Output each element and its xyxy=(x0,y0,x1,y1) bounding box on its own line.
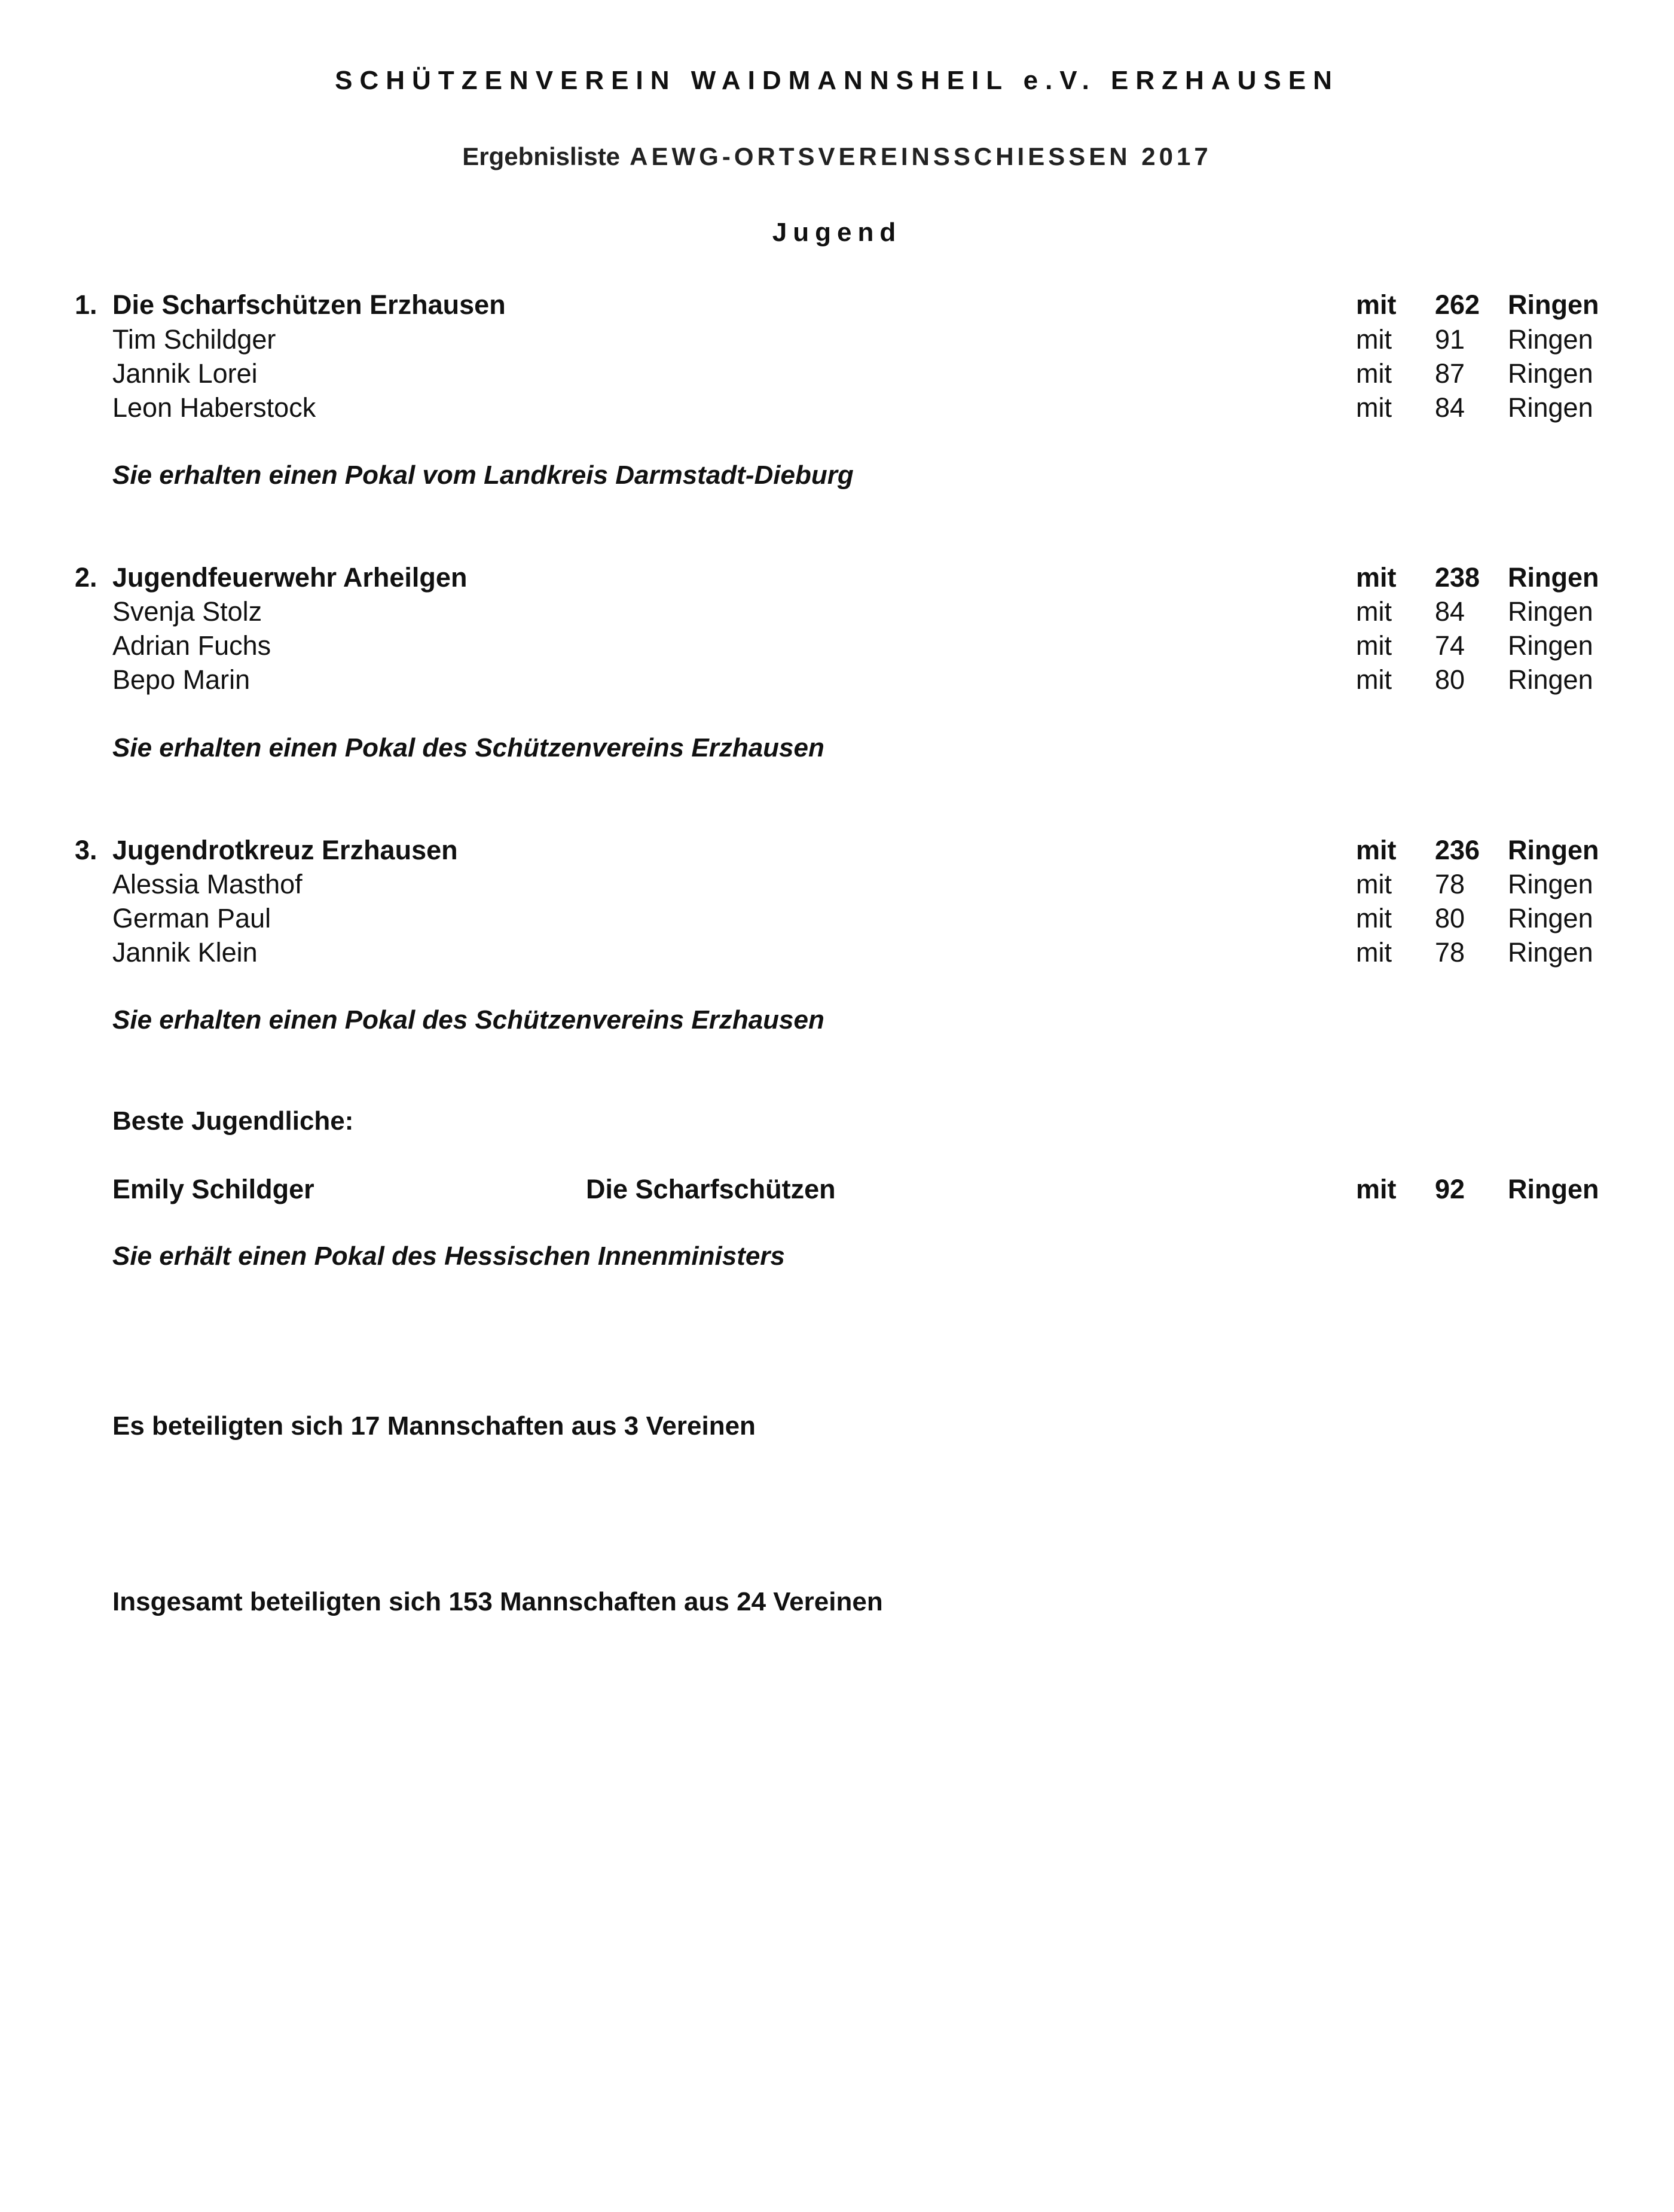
document-title: SCHÜTZENVEREIN WAIDMANNSHEIL e.V. ERZHAUSEN xyxy=(335,66,1339,95)
document-subtitle xyxy=(0,142,1674,171)
member-points: 84 xyxy=(1435,392,1465,423)
team-unit: Ringen xyxy=(1508,562,1599,593)
member-unit: Ringen xyxy=(1508,358,1593,389)
member-name: Tim Schildger xyxy=(112,324,276,355)
member-points: 78 xyxy=(1435,869,1465,899)
member-name: Jannik Lorei xyxy=(112,358,258,389)
total-summary: Insgesamt beteiligten sich 153 Mannschaften aus 24 Vereinen xyxy=(112,1587,883,1616)
member-unit: Ringen xyxy=(1508,937,1593,968)
member-unit: Ringen xyxy=(1508,903,1593,933)
member-mit: mit xyxy=(1356,596,1392,627)
member-mit: mit xyxy=(1356,392,1392,423)
subtitle-event: AEWG-ORTSVEREINSSCHIESSEN 2017 xyxy=(630,142,1212,170)
team-unit: Ringen xyxy=(1508,289,1599,320)
member-mit: mit xyxy=(1356,324,1392,355)
member-mit: mit xyxy=(1356,358,1392,389)
member-unit: Ringen xyxy=(1508,630,1593,661)
best-unit: Ringen xyxy=(1508,1174,1599,1204)
member-unit: Ringen xyxy=(1508,869,1593,899)
member-mit: mit xyxy=(1356,869,1392,899)
team-mit: mit xyxy=(1356,289,1397,320)
member-name: Alessia Masthof xyxy=(112,869,303,899)
member-points: 84 xyxy=(1435,596,1465,627)
member-name: Adrian Fuchs xyxy=(112,630,271,661)
team-points: 262 xyxy=(1435,289,1480,320)
member-name: German Paul xyxy=(112,903,271,933)
member-unit: Ringen xyxy=(1508,664,1593,695)
team-rank: 1. xyxy=(75,289,97,320)
team-name: Die Scharfschützen Erzhausen xyxy=(112,289,506,320)
best-team: Die Scharfschützen xyxy=(586,1174,836,1204)
team-rank: 2. xyxy=(75,562,97,593)
team-unit: Ringen xyxy=(1508,835,1599,865)
team-points: 236 xyxy=(1435,835,1480,865)
member-name: Svenja Stolz xyxy=(112,596,262,627)
team-mit: mit xyxy=(1356,835,1397,865)
participants-summary: Es beteiligten sich 17 Mannschaften aus 3 Vereinen xyxy=(112,1411,756,1441)
category-heading: Jugend xyxy=(772,218,902,247)
member-mit: mit xyxy=(1356,903,1392,933)
member-points: 91 xyxy=(1435,324,1465,355)
award-note: Sie erhalten einen Pokal des Schützenvereins Erzhausen xyxy=(112,1005,824,1035)
team-points: 238 xyxy=(1435,562,1480,593)
member-unit: Ringen xyxy=(1508,596,1593,627)
best-name: Emily Schildger xyxy=(112,1174,314,1204)
member-points: 74 xyxy=(1435,630,1465,661)
member-name: Bepo Marin xyxy=(112,664,251,695)
member-name: Jannik Klein xyxy=(112,937,258,968)
subtitle-prefix: Ergebnisliste xyxy=(462,142,621,170)
member-points: 87 xyxy=(1435,358,1465,389)
member-mit: mit xyxy=(1356,664,1392,695)
member-points: 78 xyxy=(1435,937,1465,968)
member-points: 80 xyxy=(1435,903,1465,933)
team-rank: 3. xyxy=(75,835,97,865)
best-mit: mit xyxy=(1356,1174,1397,1204)
team-name: Jugendfeuerwehr Arheilgen xyxy=(112,562,468,593)
member-unit: Ringen xyxy=(1508,324,1593,355)
best-heading: Beste Jugendliche: xyxy=(112,1106,354,1136)
member-mit: mit xyxy=(1356,630,1392,661)
award-note: Sie erhalten einen Pokal des Schützenvereins Erzhausen xyxy=(112,733,824,762)
member-unit: Ringen xyxy=(1508,392,1593,423)
award-note: Sie erhalten einen Pokal vom Landkreis Darmstadt-Dieburg xyxy=(112,460,854,490)
team-mit: mit xyxy=(1356,562,1397,593)
best-points: 92 xyxy=(1435,1174,1465,1204)
team-name: Jugendrotkreuz Erzhausen xyxy=(112,835,458,865)
award-note: Sie erhält einen Pokal des Hessischen Innenministers xyxy=(112,1241,785,1271)
member-mit: mit xyxy=(1356,937,1392,968)
member-points: 80 xyxy=(1435,664,1465,695)
member-name: Leon Haberstock xyxy=(112,392,316,423)
